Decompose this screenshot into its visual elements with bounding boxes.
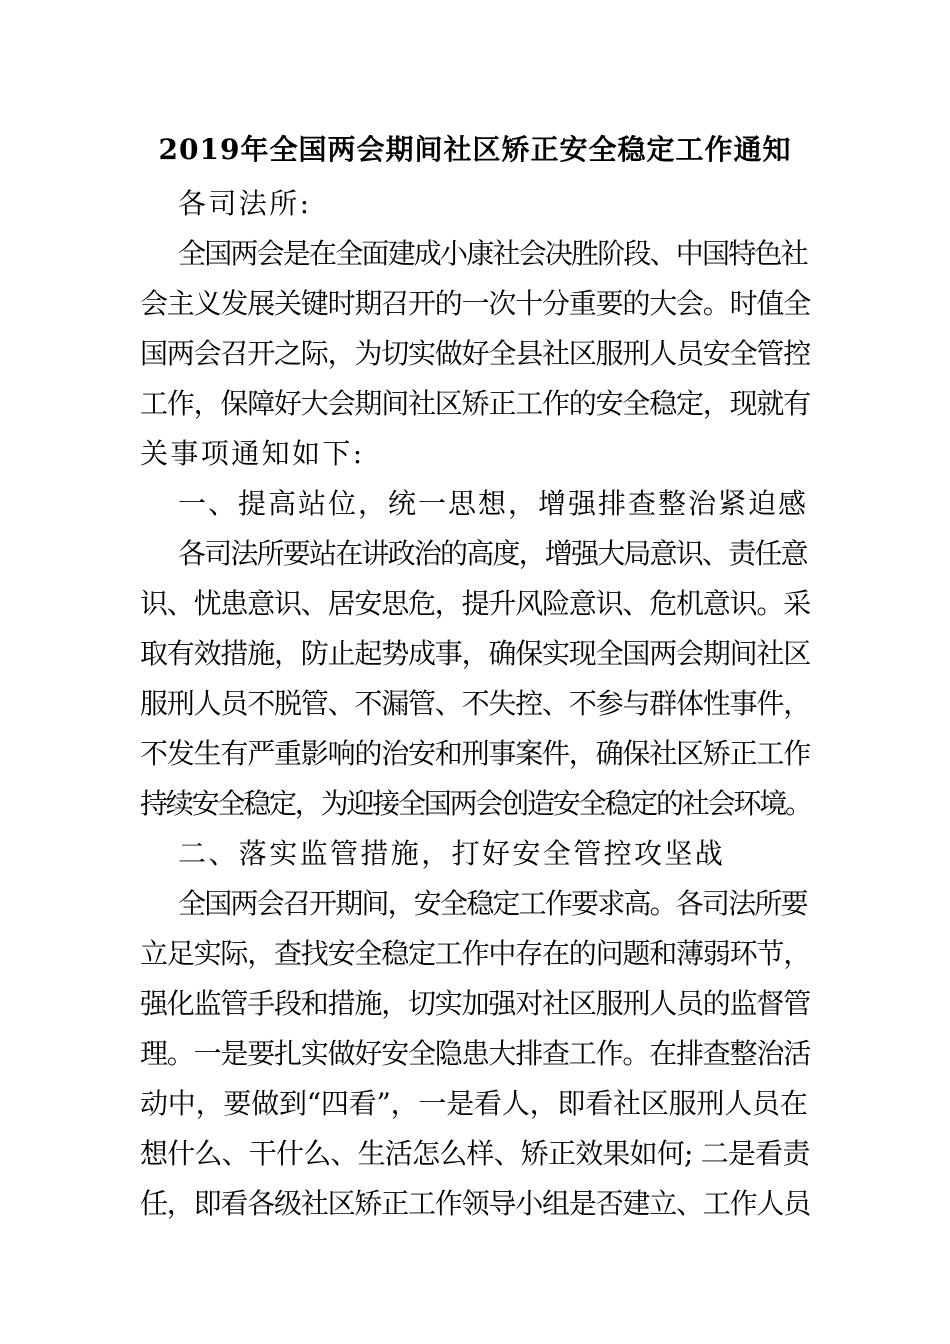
paragraph-line: 国两会召开之际，为切实做好全县社区服刑人员安全管控 bbox=[140, 337, 811, 370]
paragraph-line: 各司法所要站在讲政治的高度，增强大局意识、责任意 bbox=[178, 537, 807, 570]
paragraph-line: 理。一是要扎实做好安全隐患大排查工作。在排查整治活 bbox=[140, 1037, 811, 1070]
paragraph-line: 关事项通知如下: bbox=[140, 437, 365, 470]
document-title: 2019年全国两会期间社区矫正安全稳定工作通知 bbox=[158, 133, 792, 166]
paragraph-line: 持续安全稳定，为迎接全国两会创造安全稳定的社会环境。 bbox=[140, 787, 811, 820]
paragraph-line: 识、忧患意识、居安思危，提升风险意识、危机意识。采 bbox=[140, 587, 811, 620]
section-heading: 二、落实监管措施，打好安全管控攻坚战 bbox=[178, 837, 726, 870]
paragraph-line: 任，即看各级社区矫正工作领导小组是否建立、工作人员 bbox=[140, 1187, 811, 1220]
paragraph-line: 动中，要做到“四看”，一是看人，即看社区服刑人员在 bbox=[140, 1087, 808, 1120]
paragraph-line: 全国两会召开期间，安全稳定工作要求高。各司法所要 bbox=[178, 887, 807, 920]
salutation: 各司法所: bbox=[178, 187, 312, 220]
paragraph-line: 全国两会是在全面建成小康社会决胜阶段、中国特色社 bbox=[178, 237, 807, 270]
paragraph-line: 想什么、干什么、生活怎么样、矫正效果如何; 二是看责 bbox=[140, 1137, 810, 1170]
paragraph-line: 强化监管手段和措施，切实加强对社区服刑人员的监督管 bbox=[140, 987, 811, 1020]
paragraph-line: 工作，保障好大会期间社区矫正工作的安全稳定，现就有 bbox=[140, 387, 811, 420]
paragraph-line: 会主义发展关键时期召开的一次十分重要的大会。时值全 bbox=[140, 287, 811, 320]
paragraph-line: 立足实际，查找安全稳定工作中存在的问题和薄弱环节， bbox=[140, 937, 811, 970]
paragraph-line: 取有效措施，防止起势成事，确保实现全国两会期间社区 bbox=[140, 637, 811, 670]
section-heading: 一、提高站位，统一思想，增强排查整治紧迫感 bbox=[178, 487, 809, 520]
paragraph-line: 不发生有严重影响的治安和刑事案件，确保社区矫正工作 bbox=[140, 737, 811, 770]
paragraph-line: 服刑人员不脱管、不漏管、不失控、不参与群体性事件， bbox=[140, 687, 811, 720]
